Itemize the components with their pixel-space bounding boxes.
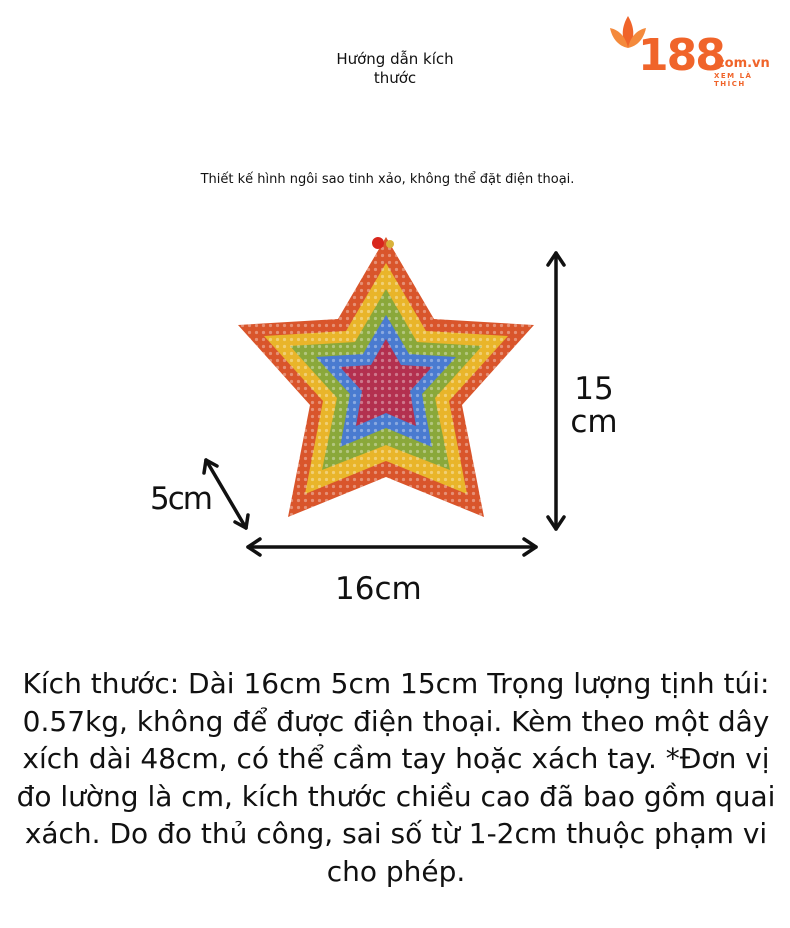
- logo-number: 188: [638, 30, 724, 81]
- brand-logo[interactable]: [606, 14, 786, 88]
- page-title: Hướng dẫn kích thước: [336, 50, 454, 87]
- star-bag-illustration: [0, 225, 790, 625]
- logo-slogan: XEM LÀ THÍCH: [714, 72, 753, 88]
- clasp-red: [372, 237, 384, 249]
- height-label: 15 cm: [570, 371, 618, 440]
- product-subtitle: Thiết kế hình ngôi sao tinh xảo, không thể đặt điện thoại.: [200, 172, 575, 187]
- product-description: Kích thước: Dài 16cm 5cm 15cm Trọng lượng tịnh túi: 0.57kg, không để được điện thoại. Kèm theo một dây xích dài 48cm, có thể cầm tay hoặc xách tay. *Đơn vị đo lường là cm, kích thước chiều cao đã bao gồm quai xách. Do đo thủ công, sai số từ 1-2cm thuộc phạm vi cho phép.: [16, 667, 776, 888]
- width-label: 16cm: [335, 571, 422, 607]
- logo-domain: .com.vn: [712, 56, 770, 71]
- star-bag: [238, 237, 534, 517]
- height-arrow: [548, 253, 564, 529]
- width-arrow: [248, 539, 536, 555]
- depth-label: 5cm: [150, 481, 211, 517]
- clasp-gold: [386, 240, 394, 248]
- size-diagram: [0, 225, 790, 625]
- bead-texture: [238, 237, 534, 517]
